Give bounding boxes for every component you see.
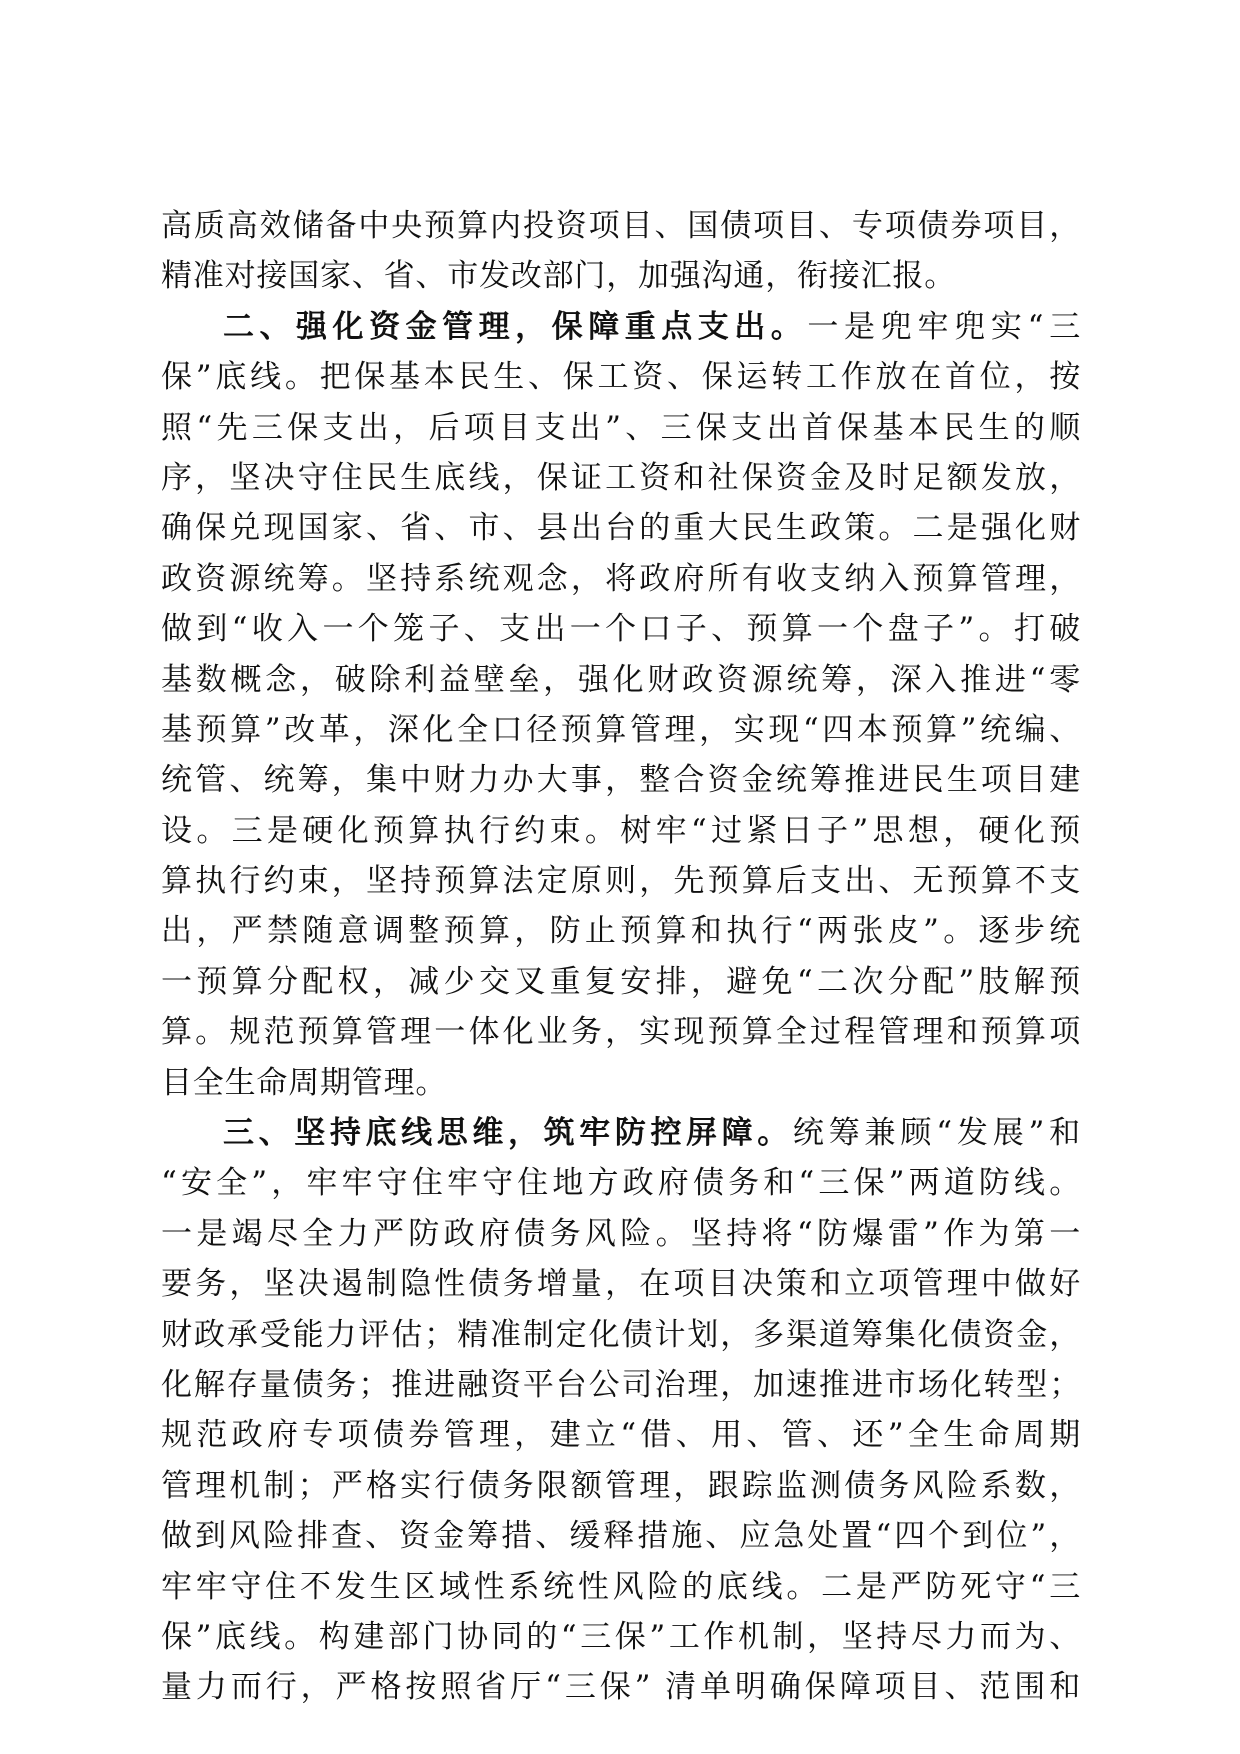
text-line: 算。规范预算管理一体化业务，实现预算全过程管理和预算项 [161,1014,1081,1051]
section-2-lead: 一是兜牢兜实“三 [807,308,1081,345]
text-line: 管理机制；严格实行债务限额管理，跟踪监测债务风险系数， [161,1467,1081,1504]
section-heading-3: 三、坚持底线思维，筑牢防控屏障。 [223,1115,793,1152]
section-heading-3-line [161,1108,1081,1158]
text-line: 目全生命周期管理。 [161,1064,448,1101]
text-line: 化解存量债务；推进融资平台公司治理，加速推进市场化转型； [161,1366,1081,1403]
text-line: 量力而行，严格按照省厅“三保” 清单明确保障项目、范围和 [161,1669,1081,1706]
text-line: 政资源统筹。坚持系统观念，将政府所有收支纳入预算管理， [161,560,1081,597]
text-line: 做到“收入一个笼子、支出一个口子、预算一个盘子”。打破 [161,611,1081,648]
text-line: 设。三是硬化预算执行约束。树牢“过紧日子”思想，硬化预 [161,812,1081,849]
section-heading-2-line [161,302,1081,352]
text-line: 保”底线。构建部门协同的“三保”工作机制，坚持尽力而为、 [161,1618,1081,1655]
text-line: “安全”，牢牢守住牢守住地方政府债务和“三保”两道防线。 [161,1165,1081,1202]
text-line: 确保兑现国家、省、市、县出台的重大民生政策。二是强化财 [161,510,1081,547]
text-line: 一预算分配权，减少交叉重复安排，避免“二次分配”肢解预 [161,963,1081,1000]
section-3-lead: 统筹兼顾“发展”和 [792,1115,1081,1152]
section-heading-2: 二、强化资金管理，保障重点支出。 [223,308,808,345]
text-line: 财政承受能力评估；精准制定化债计划，多渠道筹集化债资金， [161,1316,1081,1353]
text-line: 基预算”改革，深化全口径预算管理，实现“四本预算”统编、 [161,711,1081,748]
text-line: 要务，坚决遏制隐性债务增量，在项目决策和立项管理中做好 [161,1266,1081,1303]
text-line: 照“先三保支出，后项目支出”、三保支出首保基本民生的顺 [161,409,1081,446]
text-line: 算执行约束，坚持预算法定原则，先预算后支出、无预算不支 [161,863,1081,900]
body-text [161,201,1081,1713]
text-line: 基数概念，破除利益壁垒，强化财政资源统筹，深入推进“零 [161,661,1081,698]
text-line: 精准对接国家、省、市发改部门，加强沟通，衔接汇报。 [161,258,956,295]
text-line: 保”底线。把保基本民生、保工资、保运转工作放在首位，按 [161,359,1081,396]
text-line: 牢牢守住不发生区域性系统性风险的底线。二是严防死守“三 [161,1568,1081,1605]
text-line: 序，坚决守住民生底线，保证工资和社保资金及时足额发放， [161,459,1081,496]
text-line: 规范政府专项债券管理，建立“借、用、管、还”全生命周期 [161,1417,1081,1454]
text-line: 做到风险排查、资金筹措、缓释措施、应急处置“四个到位”， [161,1518,1081,1555]
text-line: 高质高效储备中央预算内投资项目、国债项目、专项债券项目， [161,208,1081,244]
text-line: 统管、统筹，集中财力办大事，整合资金统筹推进民生项目建 [161,762,1081,799]
text-line: 出，严禁随意调整预算，防止预算和执行“两张皮”。逐步统 [161,913,1081,950]
text-line: 一是竭尽全力严防政府债务风险。坚持将“防爆雷”作为第一 [161,1215,1081,1252]
